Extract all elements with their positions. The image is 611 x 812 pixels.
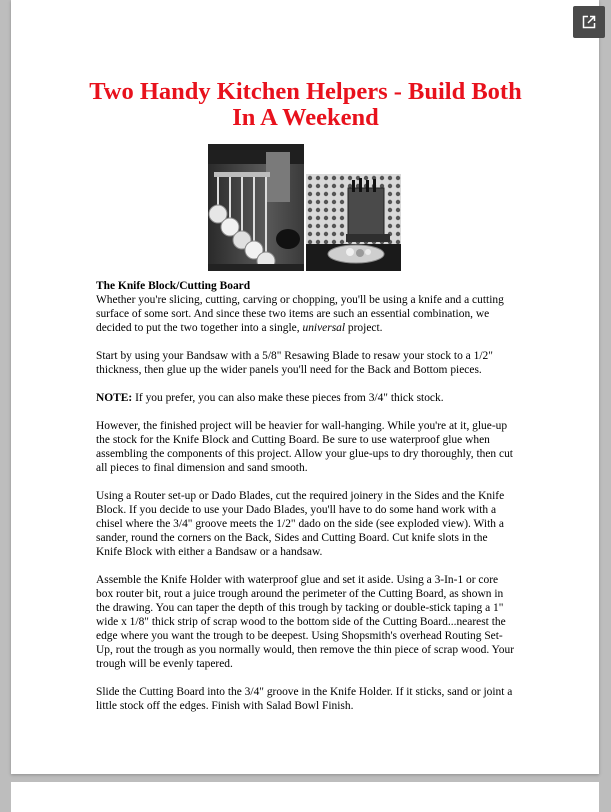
note-paragraph [96, 391, 516, 405]
intro-paragraph [96, 279, 516, 335]
paragraph-resaw: Start by using your Bandsaw with a 5/8" Resawing Blade to resaw your stock to a 1/2" thickness, then glue up the wider panels you'll need for the Back and Bottom pieces. [96, 350, 493, 376]
intro-emphasis: universal [302, 322, 346, 334]
title-line-2: In A Weekend [232, 104, 379, 131]
paragraph-juice-trough: Assemble the Knife Holder with waterproof glue and set it aside. Using a 3-In-1 or core box router bit, rout a juice trough around the perimeter of the Cutting Board, as shown in the drawing. You can taper the depth of this trough by tacking or double-stick taping a 1" wide x 1/8" thick strip of scrap wood to the bottom side of the Cutting Board...nearest the edge where you want the trough to be deepest. Using Shopsmith's overhead Routing Set-Up, rout the trough as you normally would, then remove the thin piece of scrap wood. Your trough will be evenly tapered. [96, 574, 515, 670]
photo-hanging-pots [208, 144, 304, 271]
external-link-icon [582, 15, 596, 29]
paragraph-glue-up: However, the finished project will be heavier for wall-hanging. While you're at it, glue-up the stock for the Knife Block and Cutting Board. Be sure to use waterproof glue when assembling the components of this project. Allow your glue-ups to dry thoroughly, then cut all pieces to final dimension and sand smooth. [96, 420, 513, 474]
photo-knife-block [306, 174, 401, 271]
next-document-page [11, 782, 599, 812]
page-title [0, 79, 611, 131]
paragraph-joinery: Using a Router set-up or Dado Blades, cut the required joinery in the Sides and the Knife Block. If you decide to use your Dado Blades, you'll have to do some hand work with a chisel where the 3/4" groove meets the 1/2" dado on the side (see exploded view). With a sander, round the corners on the Back, Sides and Cutting Board. Cut knife slots in the Knife Block with either a Bandsaw or a handsaw. [96, 490, 505, 558]
section-heading: The Knife Block/Cutting Board [96, 280, 251, 292]
note-label: NOTE: [96, 392, 133, 404]
intro-text-before: Whether you're slicing, cutting, carving or chopping, you'll be using a knife and a cutting surface of some sort. And since these two items are such an essential combination, we decided to put the two together into a single, [96, 294, 504, 334]
title-line-1: Two Handy Kitchen Helpers - Build Both [89, 78, 522, 105]
popout-button[interactable] [573, 6, 605, 38]
note-text: If you prefer, you can also make these pieces from 3/4" thick stock. [132, 392, 444, 404]
paragraph-finish: Slide the Cutting Board into the 3/4" groove in the Knife Holder. If it sticks, sand or joint a little stock off the edges. Finish with Salad Bowl Finish. [96, 686, 513, 712]
article-body [96, 279, 516, 727]
intro-text-after: project. [345, 322, 383, 334]
